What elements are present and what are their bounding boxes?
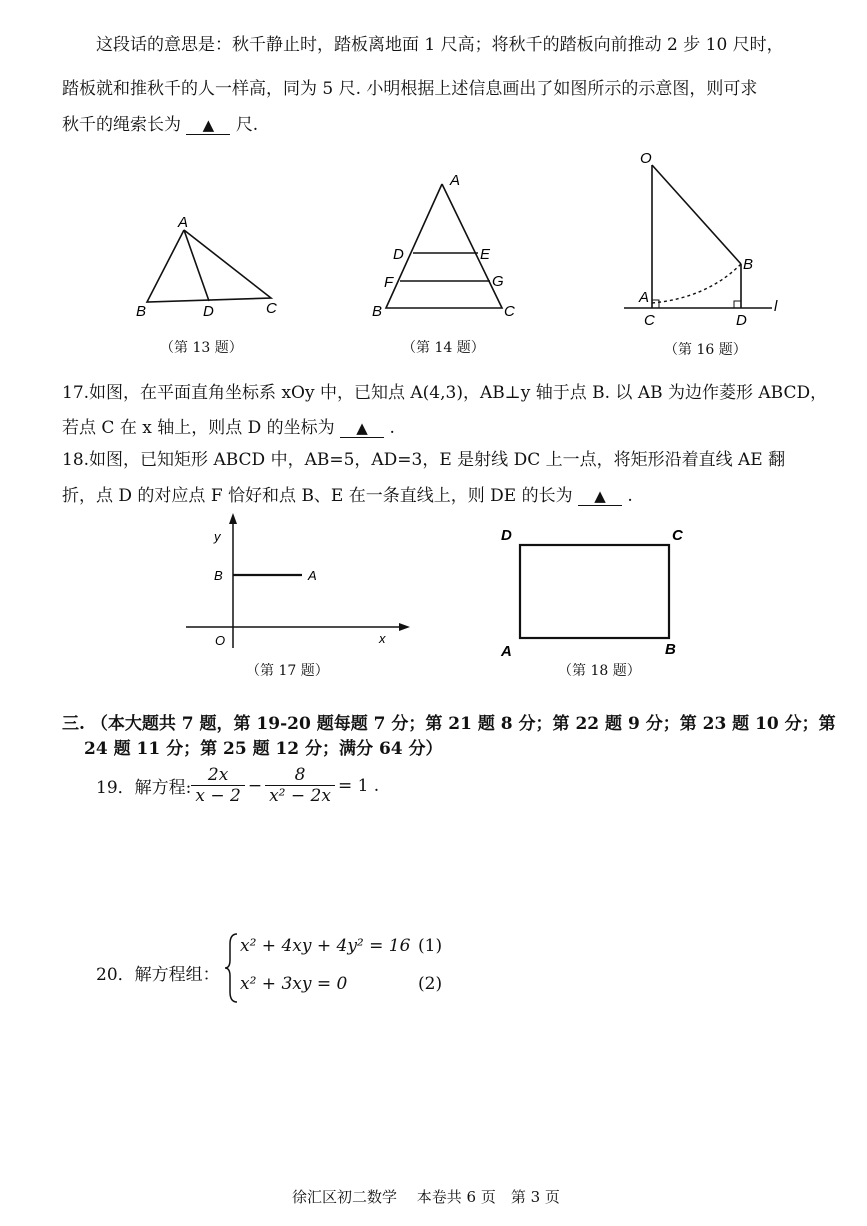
fig17-caption: （第 17 题） — [246, 663, 329, 679]
fig16-label-o: O — [640, 150, 652, 167]
page-footer: 徐汇区初二数学 本卷共 6 页 第 3 页 — [292, 1188, 560, 1206]
fig17-label-b: B — [214, 568, 223, 583]
figure-17 — [180, 510, 415, 655]
figure-18 — [495, 520, 695, 660]
q19-equation — [96, 765, 379, 806]
q19-fraction-1 — [191, 765, 244, 806]
q19-frac1-numerator: 2x — [191, 765, 244, 786]
fig14-label-a: A — [450, 172, 461, 189]
fig17-label-y: y — [214, 529, 221, 544]
q20-equation-1-tag: (1) — [418, 936, 443, 956]
q20-equation-2-tag: (2) — [418, 974, 443, 994]
q19-frac2-denominator: x² − 2x — [269, 786, 331, 806]
fig16-label-c: C — [644, 312, 655, 328]
q18-line-2-text: 折，点 D 的对应点 F 恰好和点 B、E 在一条直线上，则 DE 的长为 — [62, 486, 573, 506]
answer-blank-17 — [340, 420, 384, 438]
intro-line-3-text: 秋千的绳索长为 — [62, 115, 181, 135]
section-3-header-line-2: 24 题 11 分；第 25 题 12 分；满分 64 分） — [84, 739, 443, 759]
fig14-label-f: F — [384, 274, 394, 291]
q17-line-2-end: . — [389, 418, 395, 438]
figure-14 — [368, 168, 528, 326]
fig13-caption: （第 13 题） — [160, 340, 243, 356]
fig17-label-x: x — [379, 631, 386, 646]
fig18-label-a: A — [501, 643, 512, 660]
q19-label: 19．解方程: — [96, 778, 192, 798]
q20-label: 20．解方程组： — [96, 965, 220, 985]
q19-frac2-numerator: 8 — [265, 765, 335, 786]
q18-line-2-end: . — [627, 486, 633, 506]
fig18-label-c: C — [672, 527, 683, 544]
section-3-header-line-1: 三. （本大题共 7 题，第 19-20 题每题 7 分；第 21 题 8 分；第 22 题 9 分；第 23 题 10 分；第 — [62, 714, 836, 734]
q17-line-1: 17.如图，在平面直角坐标系 xOy 中，已知点 A(4,3)，AB⊥y 轴于点 B. 以 AB 为边作菱形 ABCD， — [62, 383, 828, 403]
figure-13 — [125, 210, 295, 325]
figure-16 — [622, 150, 792, 328]
answer-blank-16 — [186, 117, 230, 135]
blank-marker: ▲ — [594, 487, 606, 505]
intro-line-3-unit: 尺. — [235, 115, 259, 135]
fig14-label-e: E — [480, 246, 491, 263]
q19-frac1-denominator: x − 2 — [195, 786, 241, 806]
q20-equation-1: x² + 4xy + 4y² = 16 — [240, 936, 411, 956]
q17-line-2 — [62, 413, 395, 438]
fig16-label-d: D — [736, 312, 747, 328]
intro-line-2: 踏板就和推秋千的人一样高，同为 5 尺. 小明根据上述信息画出了如图所示的示意图，则可求 — [62, 79, 758, 99]
fig13-label-d: D — [203, 303, 214, 320]
q20-equation-2: x² + 3xy = 0 — [240, 974, 348, 994]
fig13-label-c: C — [266, 300, 277, 317]
fig14-label-b: B — [372, 303, 383, 320]
fig18-label-b: B — [665, 641, 676, 658]
q20-brace — [224, 932, 240, 1004]
q19-fraction-2 — [265, 765, 335, 806]
fig14-label-c: C — [504, 303, 515, 320]
answer-blank-18 — [578, 488, 622, 506]
blank-marker: ▲ — [202, 116, 215, 134]
fig17-label-o: O — [215, 633, 226, 648]
fig16-label-b: B — [743, 256, 754, 273]
fig14-caption: （第 14 题） — [402, 340, 485, 356]
fig18-caption: （第 18 题） — [558, 663, 641, 679]
fig16-label-l: l — [774, 298, 778, 315]
q19-minus: − — [247, 775, 263, 796]
q18-line-2 — [62, 481, 633, 506]
fig17-label-a: A — [308, 568, 317, 583]
q18-line-1: 18.如图，已知矩形 ABCD 中，AB=5，AD=3，E 是射线 DC 上一点，将矩形沿着直线 AE 翻 — [62, 450, 786, 470]
fig13-label-b: B — [136, 303, 147, 320]
fig16-caption: （第 16 题） — [664, 342, 747, 358]
blank-marker: ▲ — [356, 419, 368, 437]
fig16-label-a: A — [639, 289, 650, 306]
intro-line-1: 这段话的意思是：秋千静止时，踏板离地面 1 尺高；将秋千的踏板向前推动 2 步 10 尺时， — [96, 35, 784, 55]
q17-line-2-text: 若点 C 在 x 轴上，则点 D 的坐标为 — [62, 418, 335, 438]
fig13-label-a: A — [178, 214, 189, 231]
fig18-label-d: D — [501, 527, 512, 544]
fig14-label-g: G — [492, 273, 504, 290]
intro-line-3 — [62, 110, 258, 135]
q19-rhs: = 1 . — [337, 775, 380, 796]
fig14-label-d: D — [393, 246, 404, 263]
